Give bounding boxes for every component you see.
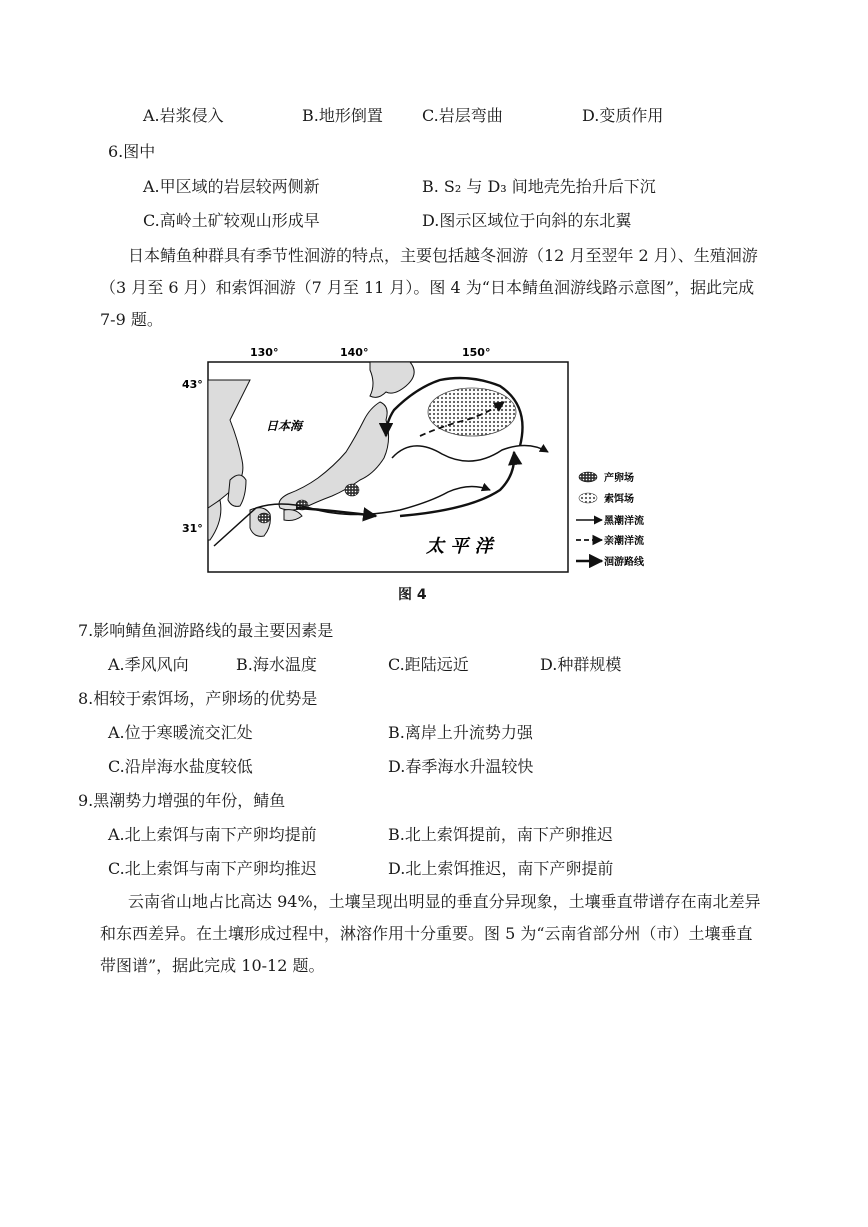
legend-migration: 洄游路线 [604,557,644,568]
lon-label-130: 130° [250,346,279,359]
q9-option-c: C.北上索饵与南下产卵均推迟 [108,859,317,878]
q8-option-a: A.位于寒暖流交汇处 [108,723,253,742]
sea-of-japan-label: 日本海 [266,419,303,433]
pacific-ocean-label: 太 平 洋 [426,536,493,557]
legend-kuroshio: 黑潮洋流 [604,516,644,527]
q7-option-c: C.距陆远近 [388,655,469,674]
lat-label-31: 31° [182,522,203,535]
q5-option-d: D.变质作用 [582,106,664,125]
intro-paragraph-yunnan: 云南省山地占比高达 94%，土壤呈现出明显的垂直分异现象，土壤垂直带谱存在南北差异和东西差异。在土壤形成过程中，淋溶作用十分重要。图 5 为“云南省部分州（市）土壤垂直带图谱”，据此完成 10-12 题。 [100,892,761,975]
q8-option-c: C.沿岸海水盐度较低 [108,757,253,776]
lat-label-43: 43° [182,378,203,391]
q5-option-b: B.地形倒置 [302,106,383,125]
q8-stem: 8.相较于索饵场，产卵场的优势是 [78,689,318,708]
q5-option-a: A.岩浆侵入 [143,106,224,125]
q6-option-c: C.高岭土矿较观山形成早 [143,211,320,230]
figure4-caption: 图 4 [398,587,427,603]
q7-option-d: D.种群规模 [540,655,622,674]
legend-feeding: 索饵场 [604,494,634,505]
q6-option-a: A.甲区域的岩层较两侧新 [143,177,320,196]
feeding-ground-swatch [579,493,597,503]
q9-stem: 9.黑潮势力增强的年份，鲭鱼 [78,791,286,810]
lon-label-140: 140° [340,346,369,359]
q6-option-d: D.图示区域位于向斜的东北翼 [422,211,632,230]
q6-stem: 6.图中 [108,142,156,161]
legend-spawning: 产卵场 [604,473,634,484]
legend-oyashio: 亲潮洋流 [604,536,644,547]
mackerel-migration-map [180,340,700,580]
q8-option-d: D.春季海水升温较快 [388,757,534,776]
lon-label-150: 150° [462,346,491,359]
q9-option-d: D.北上索饵推迟，南下产卵提前 [388,859,614,878]
q6-option-b: B. S₂ 与 D₃ 间地壳先抬升后下沉 [422,177,656,196]
map-legend [576,471,645,568]
q9-option-a: A.北上索饵与南下产卵均提前 [108,825,317,844]
q7-option-b: B.海水温度 [236,655,317,674]
q8-option-b: B.离岸上升流势力强 [388,723,533,742]
q7-stem: 7.影响鲭鱼洄游路线的最主要因素是 [78,621,334,640]
intro-paragraph-mackerel: 日本鲭鱼种群具有季节性洄游的特点，主要包括越冬洄游（12 月至翌年 2 月）、生殖洄游（3 月至 6 月）和索饵洄游（7 月至 11 月）。图 4 为“日本鲭鱼洄游线路示意图”，据此完成 7-9 题。 [100,246,758,329]
q5-option-c: C.岩层弯曲 [422,106,503,125]
spawning-ground-swatch [579,472,597,482]
q7-option-a: A.季风风向 [108,655,189,674]
q9-option-b: B.北上索饵提前，南下产卵推迟 [388,825,613,844]
